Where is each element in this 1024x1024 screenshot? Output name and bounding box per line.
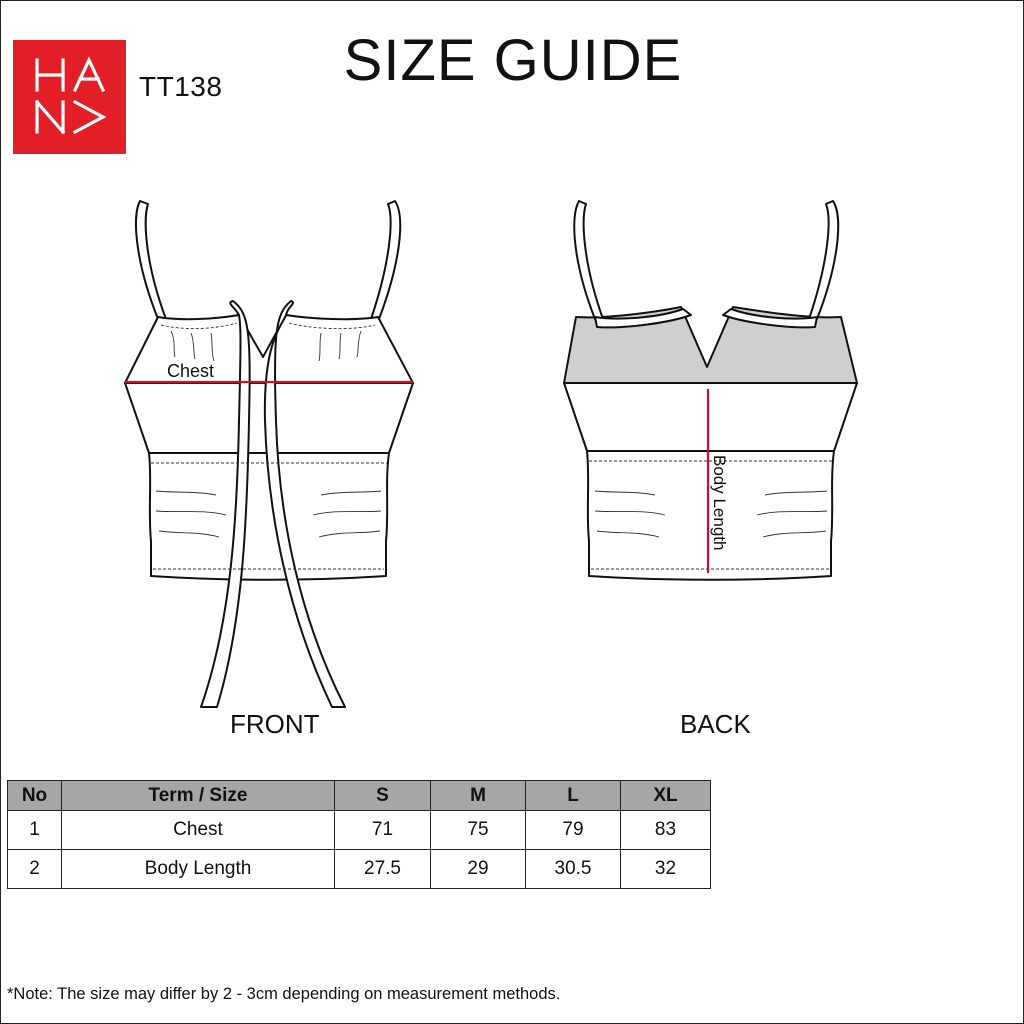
table-cell: Body Length bbox=[62, 850, 335, 889]
header-size-m: M bbox=[431, 781, 526, 811]
front-garment-drawing bbox=[125, 201, 413, 707]
page-title: SIZE GUIDE bbox=[343, 28, 683, 93]
product-code: TT138 bbox=[139, 71, 223, 102]
front-view-label: FRONT bbox=[230, 709, 320, 739]
table-cell: 30.5 bbox=[526, 850, 621, 889]
table-cell: 29 bbox=[431, 850, 526, 889]
header-size-l: L bbox=[526, 781, 621, 811]
chest-measure-label: Chest bbox=[167, 361, 215, 381]
header-term-size: Term / Size bbox=[62, 781, 335, 811]
table-cell: 1 bbox=[8, 811, 62, 850]
body-length-measure-label: Body Length bbox=[710, 455, 729, 551]
table-cell: 75 bbox=[431, 811, 526, 850]
table-cell: Chest bbox=[62, 811, 335, 850]
table-cell: 71 bbox=[335, 811, 431, 850]
header-no: No bbox=[8, 781, 62, 811]
table-row bbox=[8, 850, 711, 889]
header-size-xl: XL bbox=[621, 781, 711, 811]
size-table-header-row bbox=[8, 781, 711, 811]
table-cell: 2 bbox=[8, 850, 62, 889]
table-cell: 32 bbox=[621, 850, 711, 889]
back-view-label: BACK bbox=[680, 709, 751, 739]
garment-drawings bbox=[1, 181, 1024, 721]
table-row bbox=[8, 811, 711, 850]
table-cell: 27.5 bbox=[335, 850, 431, 889]
size-table bbox=[7, 780, 711, 889]
measurement-note: *Note: The size may differ by 2 - 3cm depending on measurement methods. bbox=[7, 985, 561, 1003]
header-size-s: S bbox=[335, 781, 431, 811]
table-cell: 79 bbox=[526, 811, 621, 850]
table-cell: 83 bbox=[621, 811, 711, 850]
